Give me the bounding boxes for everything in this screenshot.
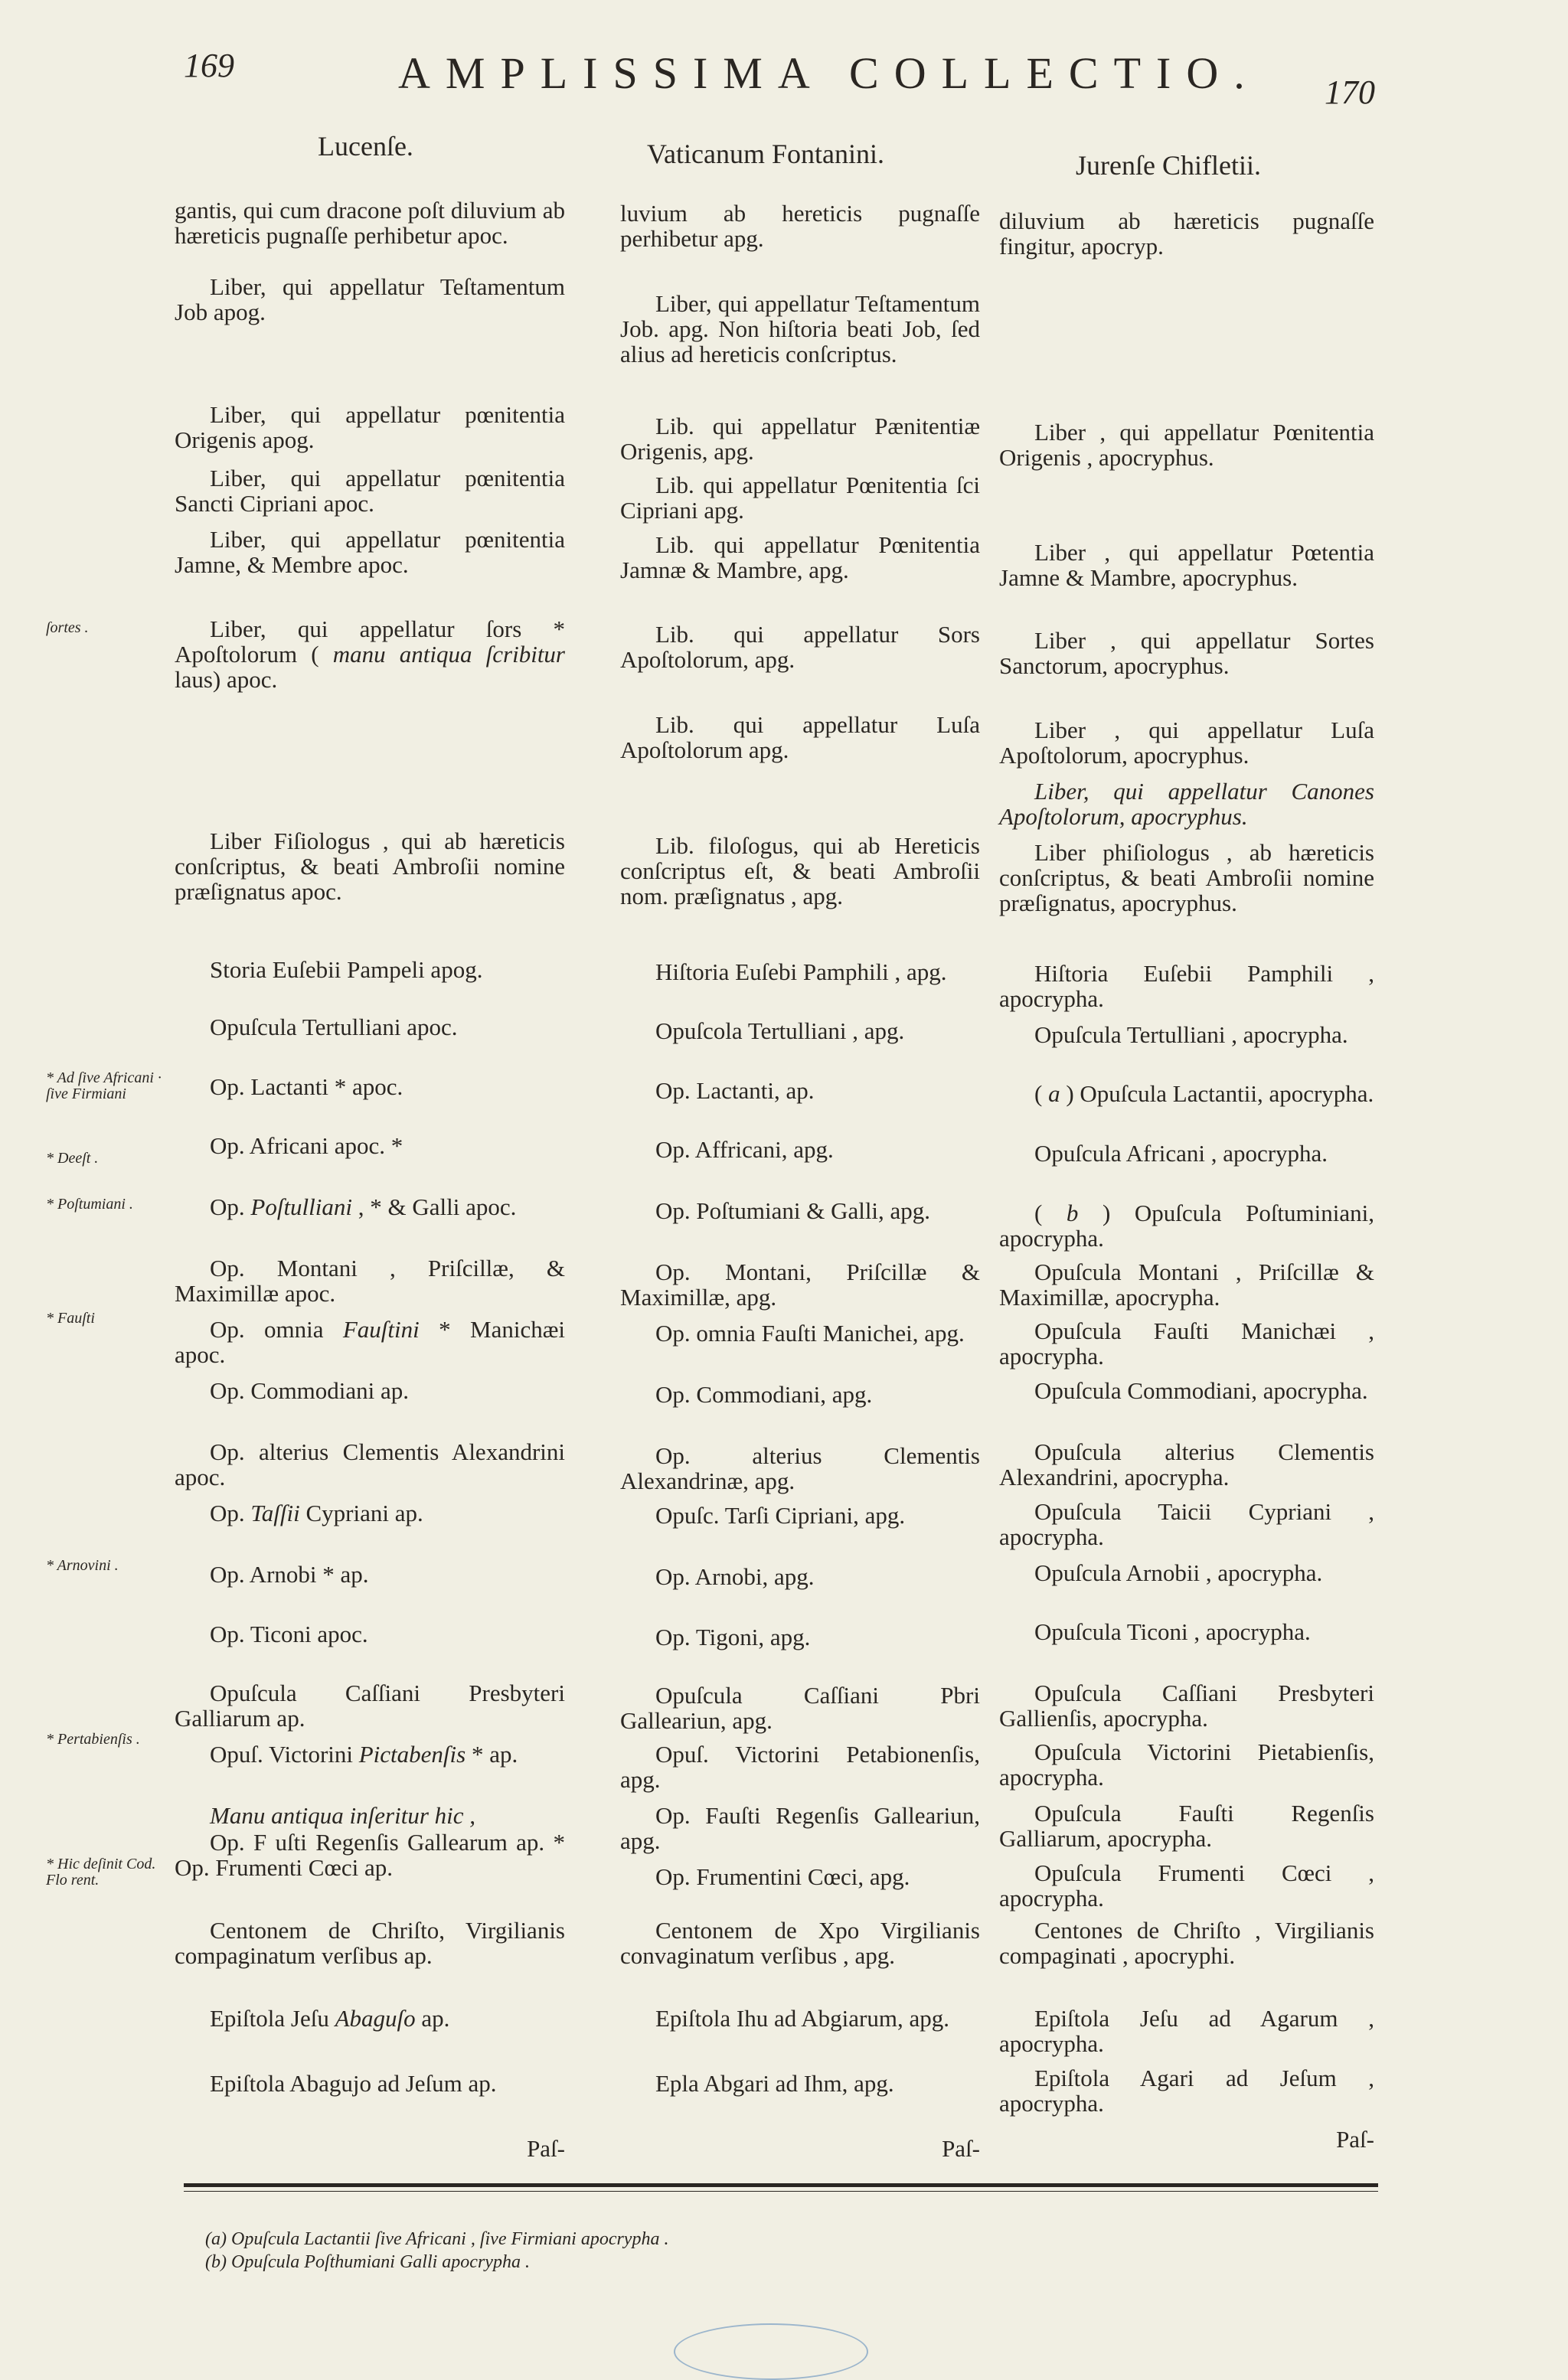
entry-c1-20: Opuſ. Victorini Pictabenſis * ap. — [210, 1741, 518, 1768]
column-title-jurense: Jurenſe Chifletii. — [1076, 150, 1261, 181]
entry-c3-2: Liber , qui appellatur Pœtentia Jamne & Mambre, apocryphus. — [999, 539, 1374, 591]
entry-c1-2: Liber, qui appellatur pœnitentia Origenis apog. — [175, 401, 565, 453]
entry-c2-17: Opuſc. Tarſi Cipriani, apg. — [655, 1502, 906, 1529]
entry-c2-18: Op. Arnobi, apg. — [655, 1563, 815, 1590]
entry-c1-12: Op. Montani , Priſcillæ, & Maximillæ apoc. — [175, 1255, 565, 1307]
entry-c3-16: Opuſcula Taicii Cypriani , apocrypha. — [999, 1498, 1374, 1550]
entry-c1-3: Liber, qui appellatur pœnitentia Sancti Cipriani apoc. — [175, 465, 565, 517]
entry-c1-24: Epiſtola Jeſu Abaguſo ap. — [210, 2005, 450, 2032]
entry-c3-13: Opuſcula Fauſti Manichæi , apocrypha. — [999, 1317, 1374, 1370]
entry-c1-16: Op. Taſſii Cypriani ap. — [210, 1500, 423, 1526]
entry-c3-23: Centones de Chriſto , Virgilianis compaginati , apocryphi. — [999, 1917, 1374, 1969]
running-title: AMPLISSIMA COLLECTIO. — [398, 48, 1260, 98]
entry-c1-19: Opuſcula Caſſiani Presbyteri Galliarum ap. — [175, 1680, 565, 1732]
footnote-rule-thin — [184, 2191, 1378, 2192]
entry-c3-9: ( a ) Opuſcula Lactantii, apocrypha. — [1034, 1080, 1374, 1107]
entry-c3-5: Liber, qui appellatur Canones Apoſtolorum, apocryphus. — [999, 778, 1374, 830]
margin-note: * Arnovini . — [46, 1557, 119, 1574]
margin-note: * Pertabienſis . — [46, 1731, 140, 1748]
entry-c3-11: ( b ) Opuſcula Poſtuminiani, apocrypha. — [999, 1200, 1374, 1252]
library-stamp — [674, 2323, 868, 2380]
entry-c1-7: Storia Euſebii Pampeli apog. — [210, 956, 483, 983]
entry-c1-25: Epiſtola Abagujo ad Jeſum ap. — [210, 2070, 497, 2097]
entry-c1-17: Op. Arnobi * ap. — [210, 1561, 369, 1588]
column-title-vaticanum: Vaticanum Fontanini. — [647, 139, 884, 169]
entry-c1-13: Op. omnia Fauſtini * Manichæi apoc. — [175, 1316, 565, 1368]
entry-c2-26: Epla Abgari ad Ihm, apg. — [655, 2070, 894, 2097]
entry-c2-21: Opuſ. Victorini Petabionenſis, apg. — [620, 1741, 980, 1793]
entry-c2-5: Lib. qui appellatur Sors Apoſtolorum, apg. — [620, 621, 980, 673]
entry-c2-3: Lib. qui appellatur Pœnitentia ſci Cipriani apg. — [620, 472, 980, 524]
footnotes — [205, 2228, 668, 2274]
entry-c2-2: Lib. qui appellatur Pænitentiæ Origenis, apg. — [620, 413, 980, 465]
entry-c2-16: Op. alterius Clementis Alexandrinæ, apg. — [620, 1442, 980, 1494]
entry-c2-25: Epiſtola Ihu ad Abgiarum, apg. — [655, 2005, 949, 2032]
entry-c2-13: Op. Montani, Priſcillæ & Maximillæ, apg. — [620, 1259, 980, 1311]
entry-c1-22: Op. F uſti Regenſis Gallearum ap. * Op. Frumenti Cœci ap. — [175, 1829, 565, 1881]
margin-note: * Deeſt . — [46, 1150, 99, 1167]
entry-c1-8: Opuſcula Tertulliani apoc. — [210, 1014, 458, 1040]
entry-c3-0: diluvium ab hæreticis pugnaſſe fingitur, apocryp. — [999, 207, 1374, 260]
entry-c1-6: Liber Fiſiologus , qui ab hæreticis conſcriptus, & beati Ambroſii nomine præſignatus apoc. — [175, 828, 565, 905]
entry-c1-23: Centonem de Chriſto, Virgilianis compaginatum verſibus ap. — [175, 1917, 565, 1969]
entry-c1-1: Liber, qui appellatur Teſtamentum Job apog. — [175, 273, 565, 325]
entry-c2-1: Liber, qui appellatur Teſtamentum Job. apg. Non hiſtoria beati Job, ſed alius ad hereticis conſcriptus. — [620, 290, 980, 367]
entry-c3-15: Opuſcula alterius Clementis Alexandrini, apocrypha. — [999, 1438, 1374, 1490]
margin-note: * Hic deſinit Cod. Flo rent. — [46, 1856, 156, 1889]
entry-c3-8: Opuſcula Tertulliani , apocrypha. — [1034, 1021, 1348, 1048]
footnote-a: (a) Opuſcula Lactantii ſive Africani , ſive Firmiani apocrypha . — [205, 2229, 669, 2249]
entry-c1-15: Op. alterius Clementis Alexandrini apoc. — [175, 1438, 565, 1490]
entry-c2-7: Lib. filoſogus, qui ab Hereticis conſcriptus eſt, & beati Ambroſii nom. præſignatus , apg. — [620, 832, 980, 909]
entry-c2-20: Opuſcula Caſſiani Pbri Galleariun, apg. — [620, 1682, 980, 1734]
entry-c3-18: Opuſcula Ticoni , apocrypha. — [1034, 1618, 1311, 1645]
entry-c3-21: Opuſcula Fauſti Regenſis Galliarum, apocrypha. — [999, 1800, 1374, 1852]
entry-c1-5: Liber, qui appellatur ſors * Apoſtolorum ( manu antiqua ſcribitur laus) apoc. — [175, 615, 565, 693]
entry-c3-6: Liber phiſiologus , ab hæreticis conſcriptus, & beati Ambroſii nomine præſignatus, apocryphus. — [999, 839, 1374, 916]
entry-c3-24: Epiſtola Jeſu ad Agarum , apocrypha. — [999, 2005, 1374, 2057]
entry-c3-20: Opuſcula Victorini Pietabienſis, apocrypha. — [999, 1738, 1374, 1791]
entry-c2-4: Lib. qui appellatur Pœnitentia Jamnæ & Mambre, apg. — [620, 531, 980, 583]
margin-note: * Fauſti — [46, 1310, 95, 1327]
entry-c2-15: Op. Commodiani, apg. — [655, 1381, 873, 1408]
entry-c3-12: Opuſcula Montani , Priſcillæ & Maximillæ, apocrypha. — [999, 1259, 1374, 1311]
entry-c3-3: Liber , qui appellatur Sortes Sanctorum, apocryphus. — [999, 627, 1374, 679]
page-number-right: 170 — [1325, 73, 1375, 111]
margin-note: * Poſtumiani . — [46, 1196, 133, 1213]
entry-c1-4: Liber, qui appellatur pœnitentia Jamne, & Membre apoc. — [175, 526, 565, 578]
entry-c1-21: Manu antiqua inſeritur hic , — [210, 1802, 476, 1829]
entry-c3-1: Liber , qui appellatur Pœnitentia Origenis , apocryphus. — [999, 419, 1374, 471]
entry-c3-10: Opuſcula Africani , apocrypha. — [1034, 1140, 1328, 1167]
entry-c1-26: Paſ- — [527, 2135, 565, 2162]
entry-c1-9: Op. Lactanti * apoc. — [210, 1073, 403, 1100]
column-title-lucense: Lucenſe. — [318, 131, 413, 162]
entry-c2-27: Paſ- — [942, 2135, 980, 2162]
entry-c2-10: Op. Lactanti, ap. — [655, 1077, 815, 1104]
entry-c2-9: Opuſcola Tertulliani , apg. — [655, 1017, 905, 1044]
entry-c3-4: Liber , qui appellatur Luſa Apoſtolorum, apocryphus. — [999, 717, 1374, 769]
entry-c2-24: Centonem de Xpo Virgilianis convaginatum verſibus , apg. — [620, 1917, 980, 1969]
entry-c3-22: Opuſcula Frumenti Cœci , apocrypha. — [999, 1859, 1374, 1912]
entry-c3-25: Epiſtola Agari ad Jeſum , apocrypha. — [999, 2065, 1374, 2117]
entry-c1-18: Op. Ticoni apoc. — [210, 1621, 368, 1647]
entry-c2-22: Op. Fauſti Regenſis Galleariun, apg. — [620, 1802, 980, 1854]
margin-note: * Ad ſive Africani · ſive Firmiani — [46, 1069, 162, 1102]
entry-c3-7: Hiſtoria Euſebii Pamphili , apocrypha. — [999, 960, 1374, 1012]
entry-c2-14: Op. omnia Fauſti Manichei, apg. — [655, 1320, 965, 1347]
entry-c3-14: Opuſcula Commodiani, apocrypha. — [1034, 1377, 1368, 1404]
entry-c1-11: Op. Poſtulliani , * & Galli apoc. — [210, 1193, 517, 1220]
entry-c1-0: gantis, qui cum dracone poſt diluvium ab hæreticis pugnaſſe perhibetur apoc. — [175, 197, 565, 249]
entry-c1-14: Op. Commodiani ap. — [210, 1377, 410, 1404]
entry-c2-6: Lib. qui appellatur Luſa Apoſtolorum apg. — [620, 711, 980, 763]
entry-c3-26: Paſ- — [1336, 2126, 1374, 2153]
entry-c2-19: Op. Tigoni, apg. — [655, 1624, 811, 1650]
margin-note: ſortes . — [46, 619, 89, 636]
footnote-b: (b) Opuſcula Poſthumiani Galli apocrypha . — [205, 2252, 530, 2272]
entry-c2-0: luvium ab hereticis pugnaſſe perhibetur apg. — [620, 200, 980, 252]
entry-c3-17: Opuſcula Arnobii , apocrypha. — [1034, 1559, 1323, 1586]
entry-c2-11: Op. Affricani, apg. — [655, 1136, 834, 1163]
page-number-left: 169 — [184, 47, 234, 84]
entry-c1-10: Op. Africani apoc. * — [210, 1132, 403, 1159]
footnote-rule — [184, 2183, 1378, 2187]
entry-c2-23: Op. Frumentini Cœci, apg. — [655, 1863, 910, 1890]
entry-c2-8: Hiſtoria Euſebi Pamphili , apg. — [655, 958, 947, 985]
entry-c3-19: Opuſcula Caſſiani Presbyteri Gallienſis, apocrypha. — [999, 1680, 1374, 1732]
entry-c2-12: Op. Poſtumiani & Galli, apg. — [655, 1197, 931, 1224]
